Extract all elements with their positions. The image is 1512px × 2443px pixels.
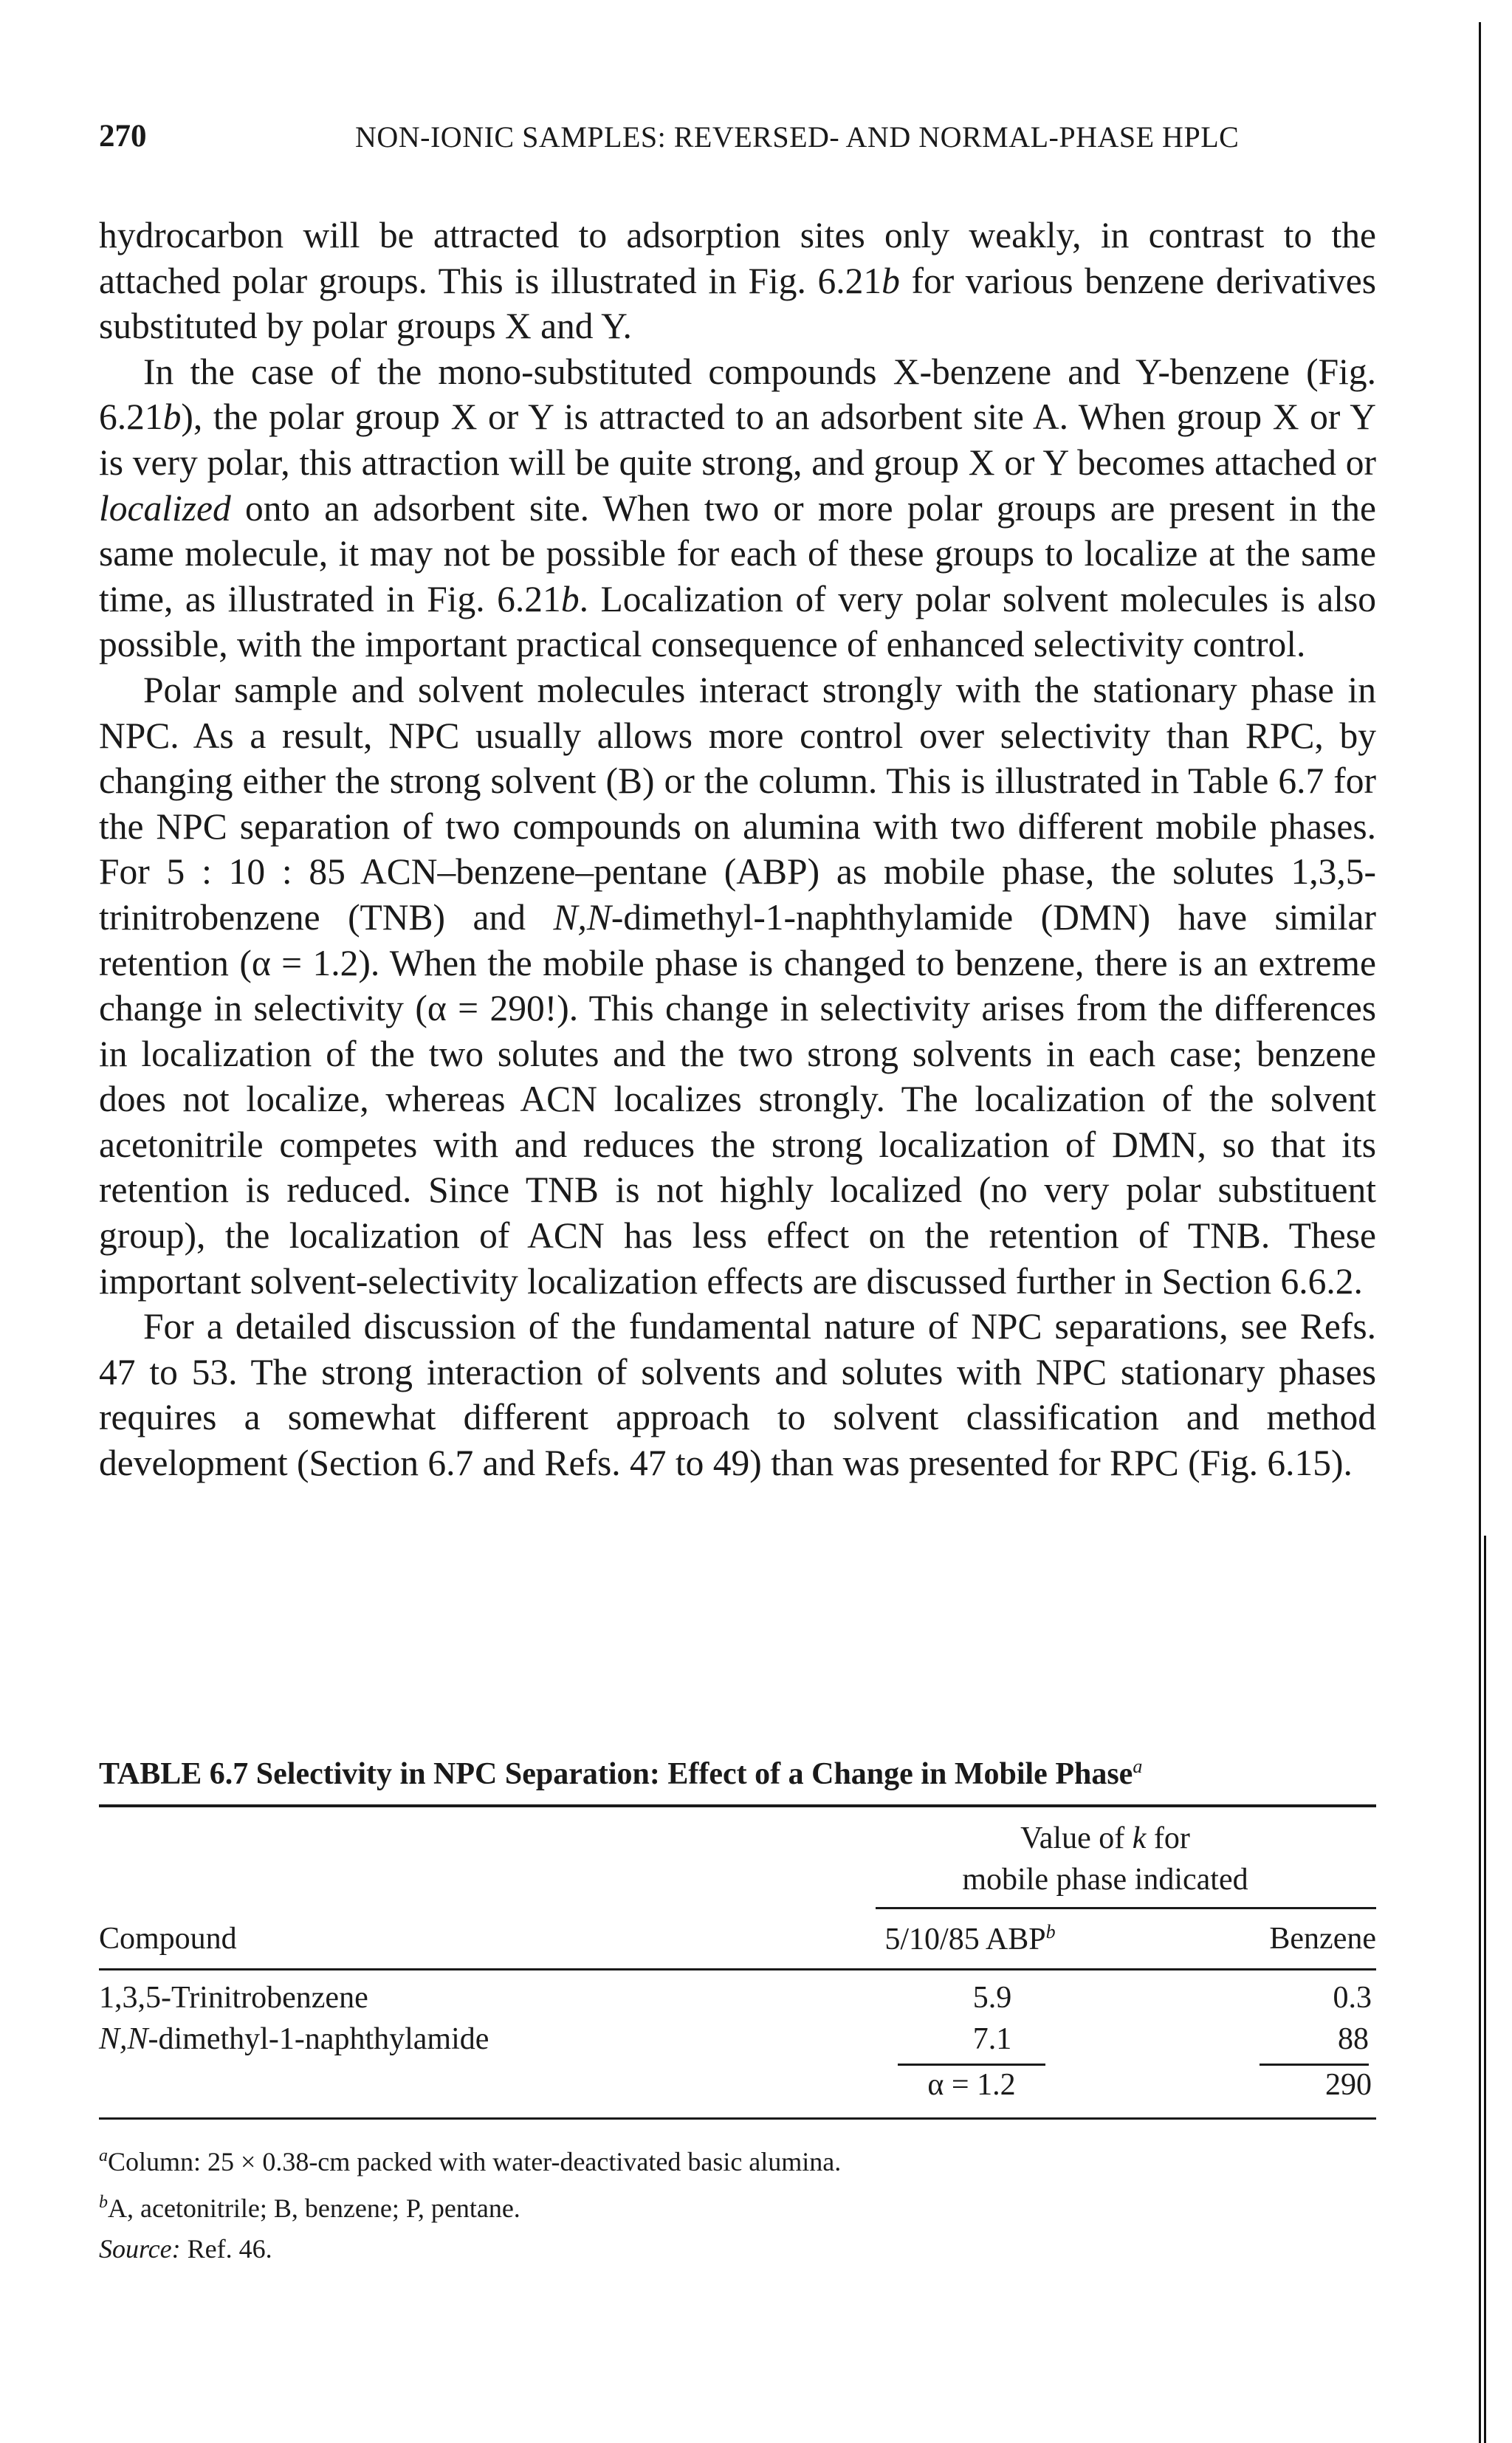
table-header-rule — [99, 1968, 1376, 1970]
abp-alpha-rule — [898, 2064, 1045, 2066]
page-edge-line — [1479, 22, 1481, 2443]
running-title: NON-IONIC SAMPLES: REVERSED- AND NORMAL-PHASE HPLC — [355, 120, 1240, 154]
row-1-compound: 1,3,5-Trinitrobenzene — [99, 1981, 368, 2015]
table-footnotes — [99, 2136, 1376, 2270]
col-header-benzene: Benzene — [1269, 1922, 1376, 1956]
paragraph-2: In the case of the mono-substituted compounds X-benzene and Y-benzene (Fig. 6.21b), the polar group X or Y is attracted to an adsorbent site A. When group X or Y is very polar, this attraction will be quite strong, and group X or Y becomes attached or localized onto an adsorbent site. When two or more polar groups are present in the same molecule, it may not be possible for each of these groups to localize at the same time, as illustrated in Fig. 6.21b. Localization of very polar solvent molecules is also possible, with the important practical consequence of enhanced selectivity control. — [99, 351, 1377, 665]
page-header — [99, 118, 1376, 162]
footnote-a: $^a$Column: 25 × 0.38-cm packed with water-deactivated basic alumina. — [99, 2146, 842, 2176]
group-header-line1: Value of k for — [1020, 1821, 1190, 1855]
table-caption: TABLE 6.7 Selectivity in NPC Separation: Effect of a Change in Mobile Phase$^a$ — [99, 1756, 1143, 1791]
table-top-rule — [99, 1804, 1376, 1807]
footnote-b: $^b$A, acetonitrile; B, benzene; P, pentane. — [99, 2193, 520, 2223]
row-1-abp: 5.9 — [972, 1981, 1012, 2015]
group-header-line2: mobile phase indicated — [962, 1863, 1248, 1897]
col-header-compound: Compound — [99, 1922, 237, 1956]
row-2-compound: N,N-dimethyl-1-naphthylamide — [99, 2022, 489, 2056]
row-2-abp: 7.1 — [972, 2022, 1012, 2056]
alpha-abp: α = 1.2 — [927, 2068, 1016, 2102]
paragraph-1: hydrocarbon will be attracted to adsorption sites only weakly, in contrast to the attached polar groups. This is illustrated in Fig. 6.21b for various benzene derivatives substituted by polar groups X and Y. — [99, 215, 1376, 347]
paragraph-3: Polar sample and solvent molecules interact strongly with the stationary phase in NPC. As a result, NPC usually allows more control over selectivity than RPC, by changing either the strong solvent (B) or the column. This is illustrated in Table 6.7 for the NPC separation of two compounds on alumina with two different mobile phases. For 5 : 10 : 85 ACN–benzene–pentane (ABP) as mobile phase, the solutes 1,3,5-trinitrobenzene (TNB) and N,N-dimethyl-1-naphthylamide (DMN) have similar retention (α = 1.2). When the mobile phase is changed to benzene, there is an extreme change in selectivity (α = 290!). This change in selectivity arises from the differences in localization of the two solutes and the two strong solvents in each case; benzene does not localize, whereas ACN localizes strongly. The localization of the solvent acetonitrile competes with and reduces the strong localization of DMN, so that its retention is reduced. Since TNB is not highly localized (no very polar substituent group), the localization of ACN has less effect on the retention of TNB. These important solvent-selectivity localization effects are discussed further in Section 6.6.2. — [99, 669, 1376, 1302]
col-header-abp: 5/10/85 ABP$^b$ — [884, 1921, 1056, 1956]
alpha-benzene: 290 — [1325, 2068, 1372, 2102]
benzene-alpha-rule — [1260, 2064, 1369, 2066]
page-edge-line-lower — [1484, 1536, 1486, 2443]
row-2-benzene: 88 — [1338, 2022, 1369, 2056]
body-text — [99, 213, 1376, 1486]
table-source: Source: Ref. 46. — [99, 2234, 272, 2264]
page-number: 270 — [99, 119, 147, 154]
paragraph-4: For a detailed discussion of the fundamental nature of NPC separations, see Refs. 47 to 53. The strong interaction of solvents and solutes with NPC stationary phases requires a somewhat different approach to solvent classification and method development (Section 6.7 and Refs. 47 to 49) than was presented for RPC (Fig. 6.15). — [99, 1306, 1376, 1484]
group-header-rule — [876, 1907, 1376, 1909]
table-6-7 — [99, 1756, 1376, 2102]
row-1-benzene: 0.3 — [1333, 1981, 1372, 2015]
table-bottom-rule — [99, 2117, 1376, 2120]
